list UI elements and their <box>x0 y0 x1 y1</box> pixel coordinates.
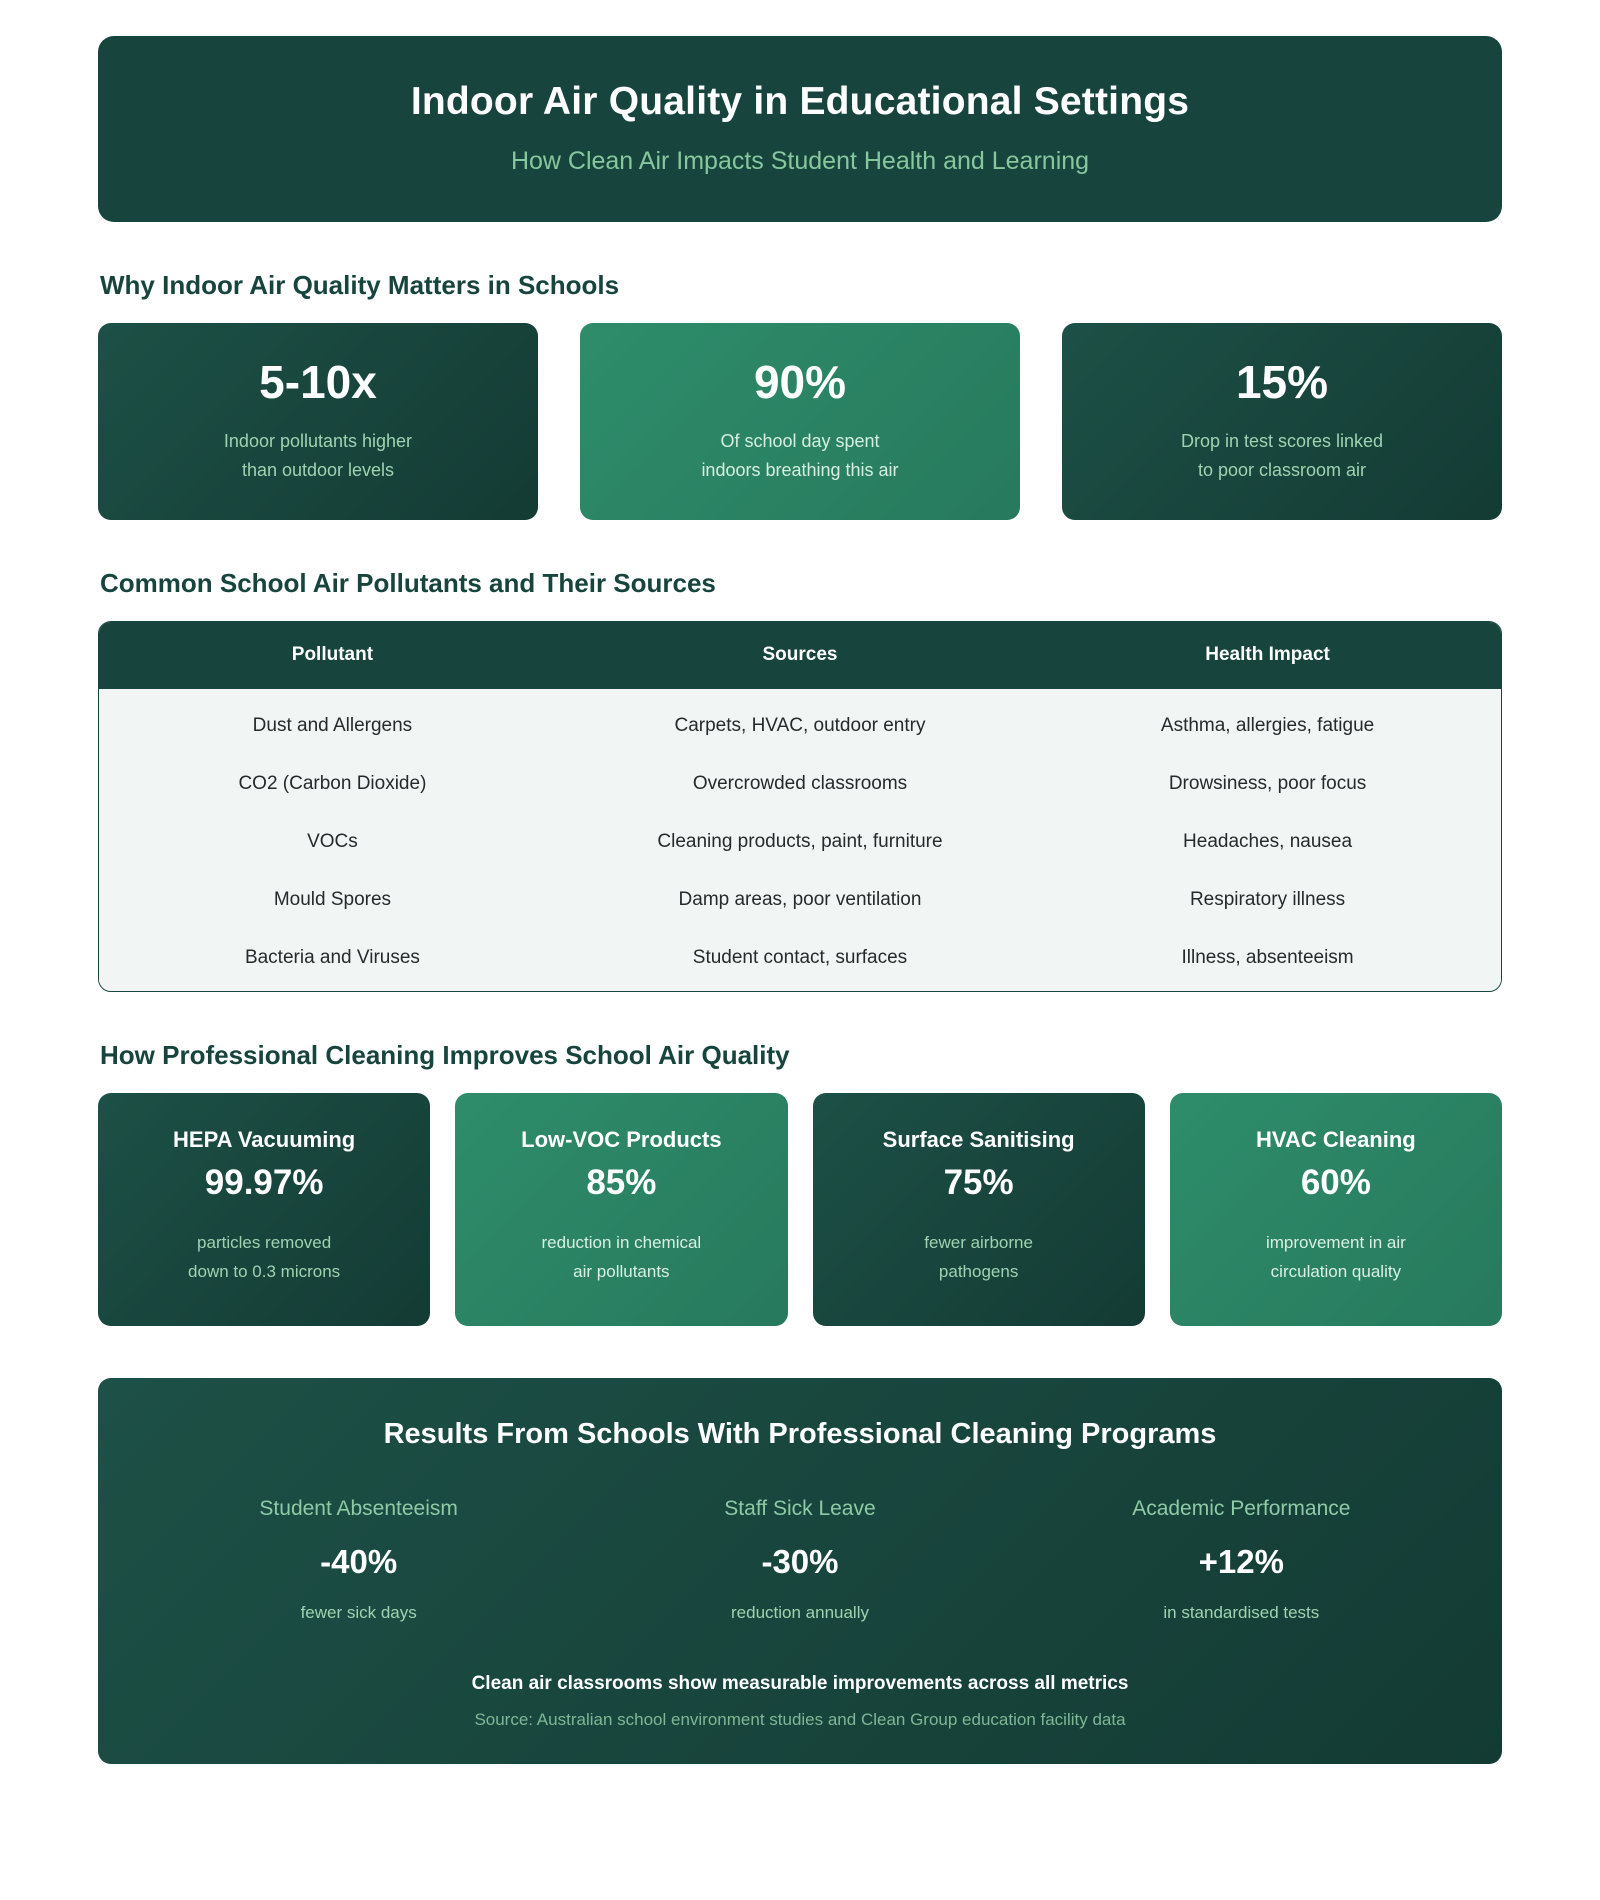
service-value: 60% <box>1300 1163 1371 1203</box>
service-title: Low-VOC Products <box>521 1127 722 1153</box>
cell-sources: Damp areas, poor ventilation <box>566 871 1034 929</box>
service-description <box>1186 1228 1486 1286</box>
key-stat-card-3 <box>1062 323 1502 520</box>
cell-pollutant: VOCs <box>99 813 566 871</box>
key-stat-description <box>600 427 1000 484</box>
key-stats-row <box>98 323 1502 520</box>
service-line-1: improvement in air <box>1265 1232 1406 1252</box>
service-line-2: air pollutants <box>573 1261 670 1281</box>
cell-pollutant: Bacteria and Viruses <box>99 929 566 991</box>
section-heading-why: Why Indoor Air Quality Matters in Schools <box>100 269 620 300</box>
table-row <box>99 813 1501 871</box>
key-stat-line-1: Indoor pollutants higher <box>223 431 413 452</box>
key-stat-value: 90% <box>753 355 847 408</box>
results-panel <box>98 1378 1502 1764</box>
key-stat-line-1: Drop in test scores linked <box>1180 431 1384 452</box>
result-value: -30% <box>761 1543 839 1581</box>
service-line-1: fewer airborne <box>924 1232 1033 1252</box>
pollutant-table <box>99 622 1501 991</box>
cell-health-impact: Illness, absenteeism <box>1034 929 1501 991</box>
results-footer-text: Clean air classrooms show measurable improvements across all metrics <box>471 1673 1129 1695</box>
key-stat-card-2 <box>580 323 1020 520</box>
result-note: in standardised tests <box>1163 1603 1320 1623</box>
key-stat-line-2: to poor classroom air <box>1197 459 1367 480</box>
service-line-1: reduction in chemical <box>541 1232 702 1252</box>
service-title: HVAC Cleaning <box>1256 1127 1416 1153</box>
cell-sources: Student contact, surfaces <box>566 929 1034 991</box>
result-label: Staff Sick Leave <box>724 1497 876 1521</box>
page-subtitle: How Clean Air Impacts Student Health and Learning <box>510 146 1090 175</box>
result-item-student-absenteeism <box>138 1497 579 1623</box>
result-item-staff-sick-leave <box>579 1497 1020 1623</box>
service-card-low-voc-products <box>455 1093 787 1326</box>
key-stat-card-1 <box>98 323 538 520</box>
key-stat-description <box>118 427 518 484</box>
section-heading-cleaning: How Professional Cleaning Improves School Air Quality <box>100 1040 790 1071</box>
table-row <box>99 929 1501 991</box>
service-line-2: circulation quality <box>1270 1261 1402 1281</box>
result-value: +12% <box>1198 1543 1284 1581</box>
cell-pollutant: Dust and Allergens <box>99 689 566 755</box>
result-value: -40% <box>320 1543 398 1581</box>
table-row <box>99 871 1501 929</box>
key-stat-line-2: indoors breathing this air <box>701 459 899 480</box>
service-line-2: pathogens <box>938 1261 1019 1281</box>
column-header-pollutant: Pollutant <box>99 622 566 689</box>
service-value: 75% <box>943 1163 1014 1203</box>
column-header-health-impact: Health Impact <box>1034 622 1501 689</box>
service-line-2: down to 0.3 microns <box>188 1261 341 1281</box>
results-title: Results From Schools With Professional Cleaning Programs <box>383 1418 1217 1451</box>
result-note: reduction annually <box>731 1603 869 1623</box>
service-title: HEPA Vacuuming <box>173 1127 356 1153</box>
table-header <box>99 622 1501 689</box>
service-card-surface-sanitising <box>813 1093 1145 1326</box>
service-description <box>829 1228 1129 1286</box>
service-card-hvac-cleaning <box>1170 1093 1502 1326</box>
pollutant-table-container <box>98 621 1502 992</box>
cell-health-impact: Respiratory illness <box>1034 871 1501 929</box>
cell-health-impact: Asthma, allergies, fatigue <box>1034 689 1501 755</box>
cell-health-impact: Headaches, nausea <box>1034 813 1501 871</box>
cell-sources: Cleaning products, paint, furniture <box>566 813 1034 871</box>
cell-sources: Carpets, HVAC, outdoor entry <box>566 689 1034 755</box>
result-label: Academic Performance <box>1132 1497 1351 1521</box>
service-card-hepa-vacuuming <box>98 1093 430 1326</box>
section-heading-pollutants: Common School Air Pollutants and Their Sources <box>100 568 716 599</box>
service-line-1: particles removed <box>197 1232 332 1252</box>
service-value: 85% <box>586 1163 657 1203</box>
key-stat-description <box>1082 427 1482 484</box>
key-stat-value: 5-10x <box>259 355 377 408</box>
service-title: Surface Sanitising <box>882 1127 1075 1153</box>
results-source-text: Source: Australian school environment studies and Clean Group education facility data <box>474 1710 1126 1730</box>
table-body <box>99 689 1501 991</box>
table-row <box>99 755 1501 813</box>
result-item-academic-performance <box>1021 1497 1462 1623</box>
cell-sources: Overcrowded classrooms <box>566 755 1034 813</box>
results-metrics-row <box>138 1497 1462 1623</box>
key-stat-line-1: Of school day spent <box>720 431 880 452</box>
column-header-sources: Sources <box>566 622 1034 689</box>
page-title: Indoor Air Quality in Educational Settings <box>410 80 1190 123</box>
header-banner <box>98 36 1502 222</box>
result-note: fewer sick days <box>300 1603 417 1623</box>
service-description <box>471 1228 771 1286</box>
service-description <box>114 1228 414 1286</box>
cell-pollutant: Mould Spores <box>99 871 566 929</box>
cell-health-impact: Drowsiness, poor focus <box>1034 755 1501 813</box>
table-header-row <box>99 622 1501 689</box>
key-stat-line-2: than outdoor levels <box>241 459 395 480</box>
service-value: 99.97% <box>204 1163 324 1203</box>
service-cards-row <box>98 1093 1502 1326</box>
key-stat-value: 15% <box>1235 355 1329 408</box>
result-label: Student Absenteeism <box>259 1497 458 1521</box>
cell-pollutant: CO2 (Carbon Dioxide) <box>99 755 566 813</box>
table-row <box>99 689 1501 755</box>
